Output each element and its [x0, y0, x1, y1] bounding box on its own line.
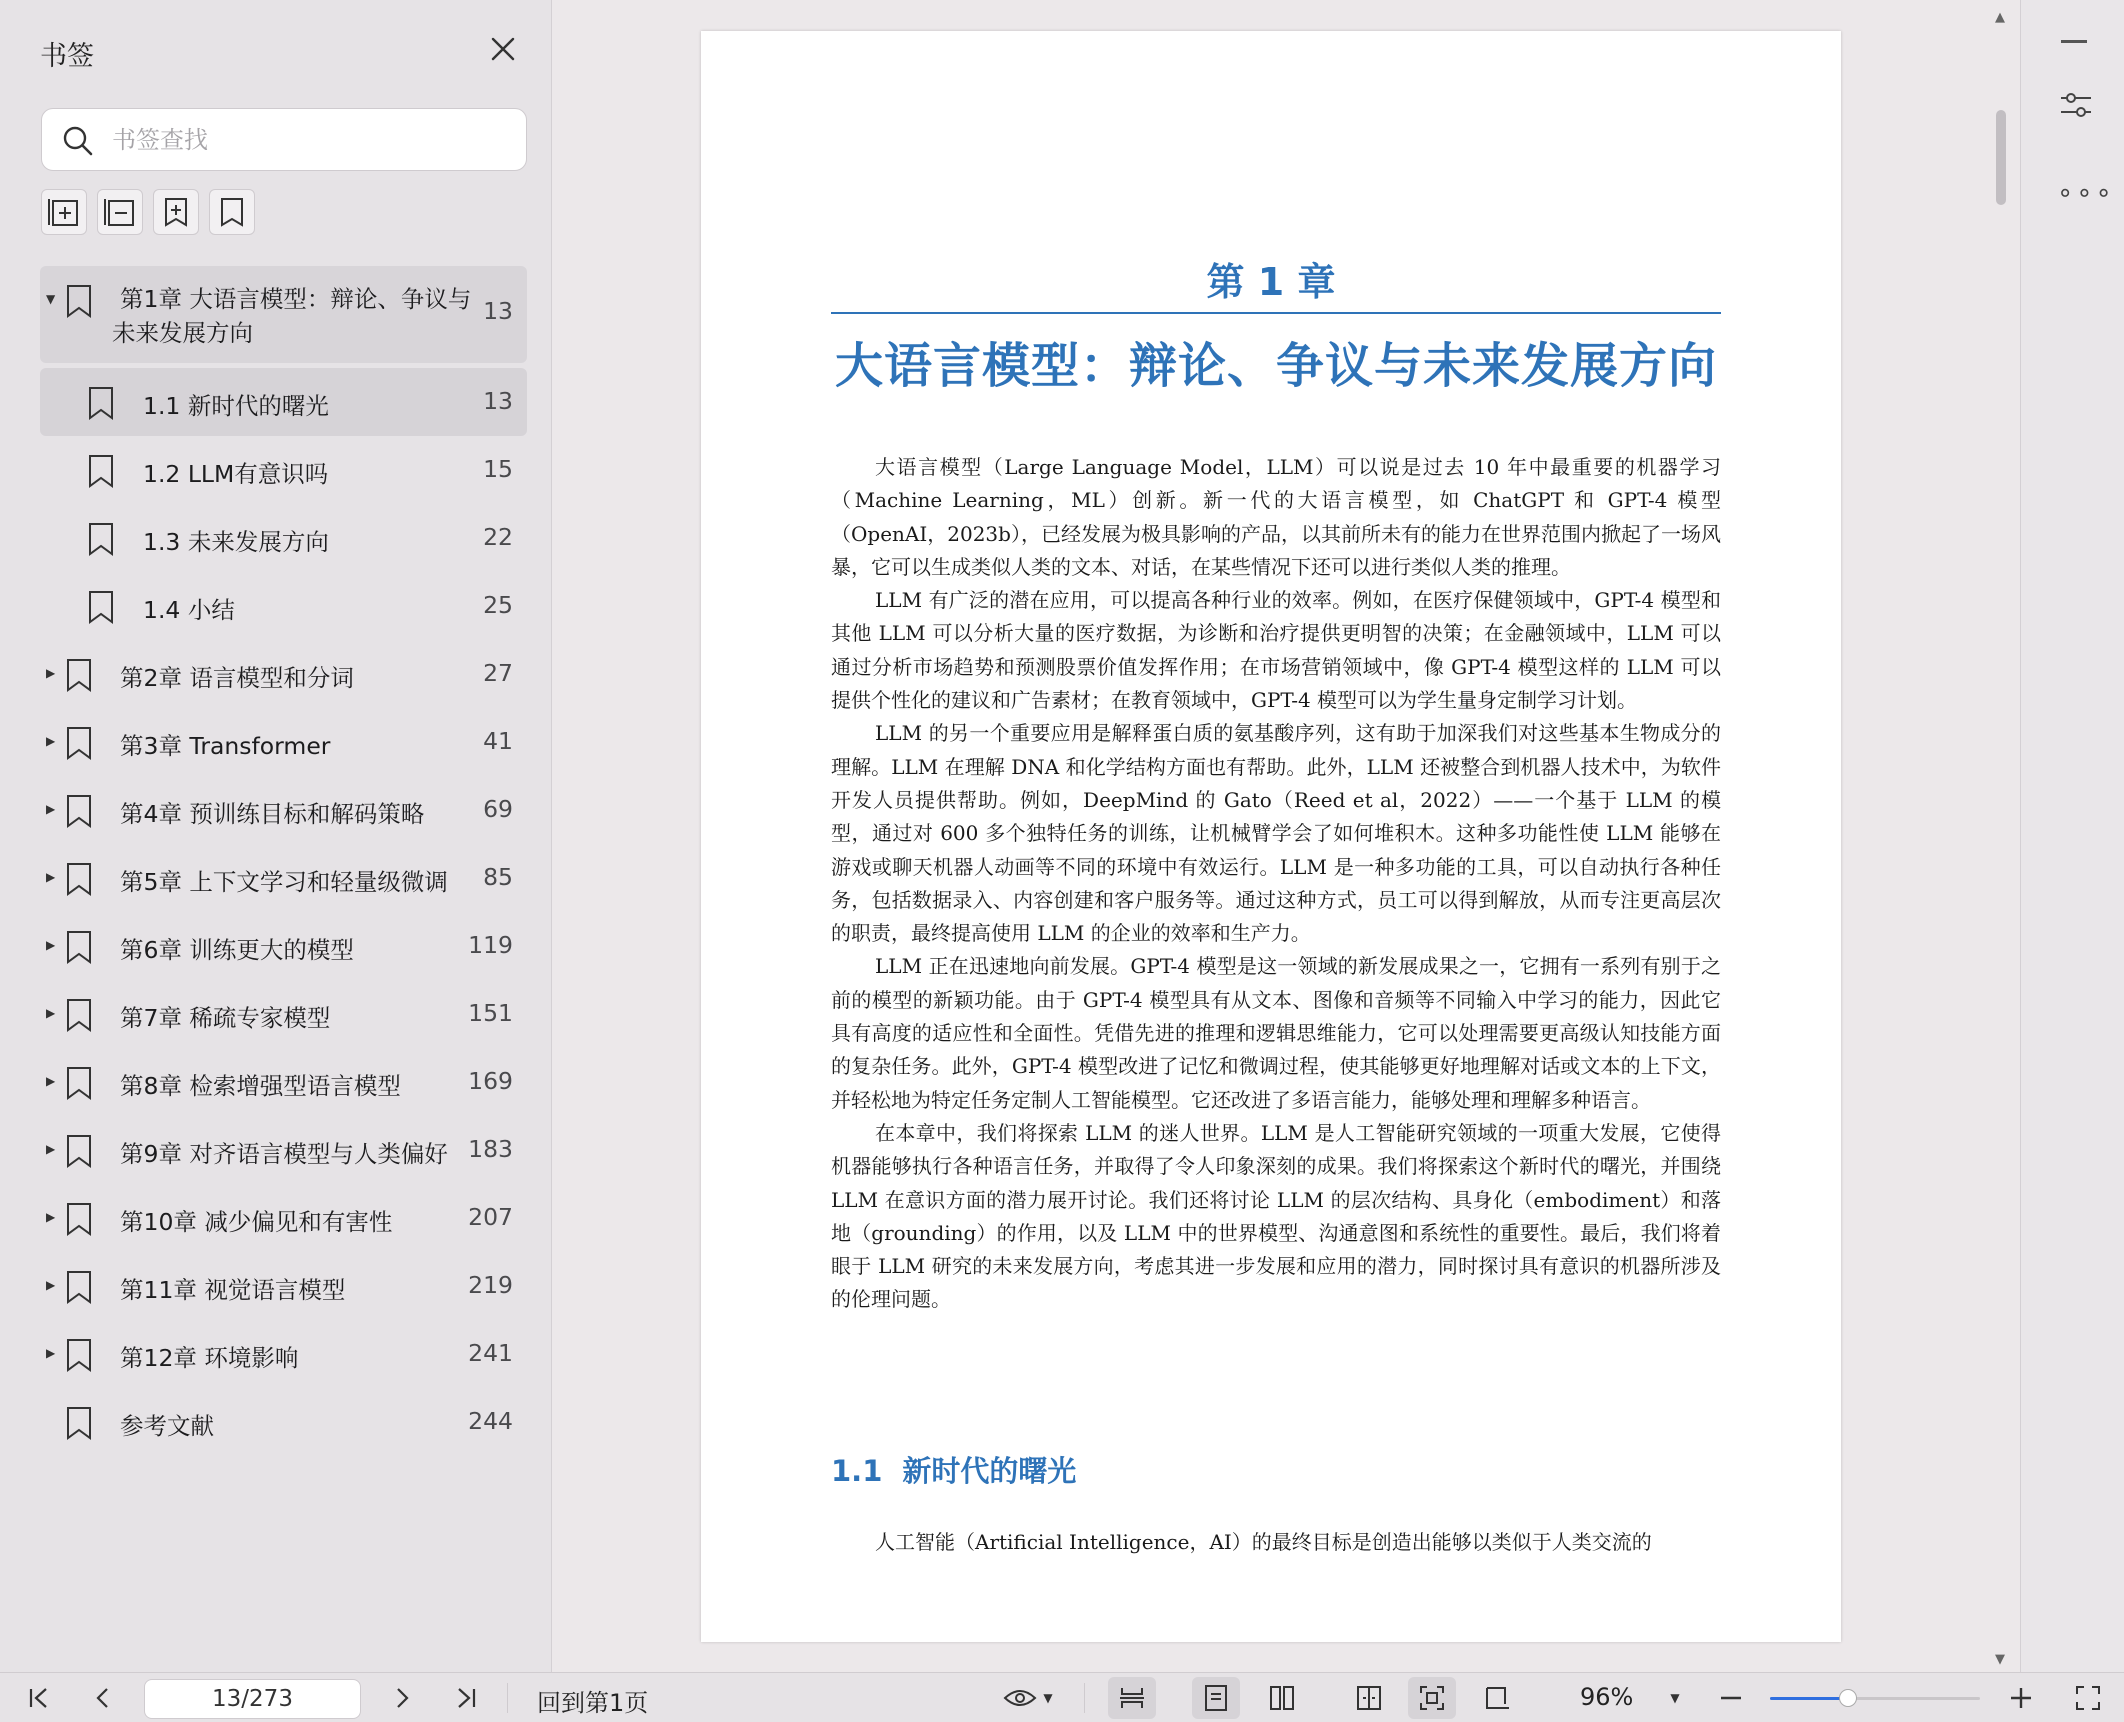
bookmark-chapter-9[interactable]: [40, 1116, 527, 1184]
expand-arrow-icon[interactable]: ▶: [46, 1346, 56, 1360]
rotate-button[interactable]: [1472, 1681, 1520, 1715]
bookmark-chapter-5[interactable]: [40, 844, 527, 912]
fullscreen-button[interactable]: [2068, 1681, 2108, 1715]
single-page-icon: [1203, 1684, 1229, 1712]
bookmark-page: 13: [483, 387, 513, 415]
bookmark-section-1-1[interactable]: [40, 368, 527, 436]
bookmark-flag-icon: [66, 658, 92, 692]
bookmark-references[interactable]: [40, 1388, 527, 1456]
bookmark-page: 119: [468, 931, 513, 959]
zoom-slider[interactable]: [1770, 1697, 1980, 1700]
two-page-button[interactable]: [1258, 1681, 1306, 1715]
bookmark-page: 241: [468, 1339, 513, 1367]
bookmark-page: 41: [483, 727, 513, 755]
section-title: 新时代的曙光: [902, 1454, 1077, 1488]
bookmark-page: 151: [468, 999, 513, 1027]
toolbar-divider: [507, 1683, 508, 1713]
section-number: 1.1: [831, 1454, 883, 1488]
bookmark-label: 第6章 训练更大的模型: [120, 936, 354, 964]
collapse-arrow-icon[interactable]: ▼: [46, 292, 56, 306]
bookmark-chapter-2[interactable]: [40, 640, 527, 708]
scroll-thumb[interactable]: [1996, 110, 2006, 205]
bookmark-label: 第11章 视觉语言模型: [120, 1276, 346, 1304]
bookmark-flag-icon: [66, 1134, 92, 1168]
bookmark-page: 25: [483, 591, 513, 619]
zoom-level: 96%: [1580, 1683, 1634, 1711]
bookmark-chapter-8[interactable]: [40, 1048, 527, 1116]
bookmark-label: 1.4 小结: [143, 596, 235, 624]
add-bookmark-icon: [159, 195, 193, 229]
right-rail: [2020, 0, 2124, 1672]
document-page: [701, 31, 1841, 1642]
bookmark-chapter-7[interactable]: [40, 980, 527, 1048]
bookmark-list: [0, 266, 552, 1456]
bookmark-label: 第1章 大语言模型：辩论、争议与 未来发展方向: [112, 285, 472, 347]
zoom-dropdown-button[interactable]: [1660, 1681, 1690, 1715]
bookmark-section-1-4[interactable]: [40, 572, 527, 640]
search-icon: [62, 125, 94, 157]
bookmark-label: 第7章 稀疏专家模型: [120, 1004, 331, 1032]
bookmark-label: 第8章 检索增强型语言模型: [120, 1072, 401, 1100]
chapter-divider: [831, 312, 1721, 314]
bookmark-flag-icon: [66, 930, 92, 964]
bookmark-page: 244: [468, 1407, 513, 1435]
expand-arrow-icon[interactable]: ▶: [46, 1142, 56, 1156]
bookmark-label: 1.1 新时代的曙光: [143, 392, 329, 420]
bookmark-flag-icon: [66, 284, 92, 318]
settings-sliders-icon[interactable]: [2059, 88, 2093, 122]
add-bookmark-button[interactable]: [153, 189, 199, 235]
rotate-icon: [1482, 1684, 1510, 1712]
bookmark-section-1-3[interactable]: [40, 504, 527, 572]
bookmark-flag-icon: [66, 1270, 92, 1304]
bookmark-chapter-4[interactable]: [40, 776, 527, 844]
plus-icon: [2008, 1685, 2034, 1711]
fit-width-button[interactable]: [1345, 1681, 1393, 1715]
bookmark-flag-icon: [88, 522, 114, 556]
chapter-number: 第 1 章: [1206, 260, 1336, 304]
bookmark-flag-icon: [66, 998, 92, 1032]
zoom-out-button[interactable]: [1714, 1681, 1748, 1715]
bookmark-page: 169: [468, 1067, 513, 1095]
minimize-icon[interactable]: [2061, 40, 2087, 43]
bookmark-chapter-6[interactable]: [40, 912, 527, 980]
expand-arrow-icon[interactable]: ▶: [46, 1074, 56, 1088]
two-page-icon: [1268, 1684, 1296, 1712]
bookmark-page: 22: [483, 523, 513, 551]
bookmark-page: 207: [468, 1203, 513, 1231]
sidebar-title: 书签: [40, 41, 94, 72]
bookmark-label: 参考文献: [120, 1412, 214, 1440]
expand-arrow-icon[interactable]: ▶: [46, 666, 56, 680]
bookmark-icon: [215, 195, 249, 229]
vertical-scrollbar[interactable]: [1992, 0, 2010, 1672]
expand-all-icon: [47, 195, 81, 229]
zoom-slider-fill: [1770, 1697, 1848, 1700]
bookmark-button[interactable]: [209, 189, 255, 235]
bookmark-chapter-3[interactable]: [40, 708, 527, 776]
bookmark-label: 第10章 减少偏见和有害性: [120, 1208, 393, 1236]
fullscreen-icon: [2074, 1684, 2102, 1712]
expand-arrow-icon[interactable]: ▶: [46, 938, 56, 952]
bookmark-label: 第9章 对齐语言模型与人类偏好: [120, 1140, 448, 1168]
bookmark-page: 85: [483, 863, 513, 891]
bookmark-page: 69: [483, 795, 513, 823]
fit-width-icon: [1355, 1684, 1383, 1712]
bookmark-label: 第12章 环境影响: [120, 1344, 299, 1372]
section-heading: [831, 1449, 1076, 1490]
bookmark-flag-icon: [66, 1066, 92, 1100]
paragraph: LLM 正在迅速地向前发展。GPT-4 模型是这一领域的新发展成果之一，它拥有一系列有别于之前的模型的新颖功能。由于 GPT-4 模型具有从文本、图像和音频等不同输入中学习的能力，因此它具有高度的适应性和全面性。凭借先进的推理和逻辑思维能力，它可以处理需要更高级认知技能方面的复杂任务。此外，GPT-4 模型改进了记忆和微调过程，使其能够更好地理解对话或文本的上下文，并轻松地为特定任务定制人工智能模型。它还改进了多语言能力，能够处理和理解多种语言。: [831, 954, 1721, 1112]
collapse-all-icon: [103, 195, 137, 229]
bookmark-search-box[interactable]: [41, 108, 527, 171]
fit-page-icon: [1418, 1684, 1446, 1712]
bookmark-flag-icon: [66, 726, 92, 760]
toolbar-divider: [1084, 1683, 1085, 1713]
scroll-down-icon[interactable]: ▼: [1995, 1652, 2005, 1667]
last-page-button[interactable]: [451, 1681, 481, 1715]
scroll-up-icon[interactable]: ▲: [1995, 10, 2005, 25]
bookmark-page: 183: [468, 1135, 513, 1163]
page-number-input[interactable]: [144, 1679, 361, 1719]
collapse-all-button[interactable]: [97, 189, 143, 235]
chevron-down-icon: ▼: [1043, 1691, 1053, 1705]
bookmark-flag-icon: [66, 1202, 92, 1236]
bookmark-chapter-11[interactable]: [40, 1252, 527, 1320]
bookmark-label: 第2章 语言模型和分词: [120, 664, 354, 692]
paragraph: LLM 的另一个重要应用是解释蛋白质的氨基酸序列，这有助于加深我们对这些基本生物成分的理解。LLM 在理解 DNA 和化学结构方面也有帮助。此外，LLM 还被整合到机器人技术中，为软件开发人员提供帮助。例如，DeepMind 的 Gato（Reed et al，2022）——一个基于 LLM 的模型，通过对 600 多个独特任务的训练，让机械臂学会了如何堆积木。这种多功能性使 LLM 能够在游戏或聊天机器人动画等不同的环境中有效运行。LLM 是一种多功能的工具，可以自动执行各种任务，包括数据录入、内容创建和客户服务等。通过这种方式，员工可以得到解放，从而专注更高层次的职责，最终提高使用 LLM 的企业的效率和生产力。: [831, 721, 1721, 946]
back-to-first-page-link[interactable]: 回到第1页: [537, 1689, 649, 1717]
bookmark-flag-icon: [88, 454, 114, 488]
bookmark-label: 第4章 预训练目标和解码策略: [120, 800, 425, 828]
expand-arrow-icon[interactable]: ▶: [46, 1210, 56, 1224]
bookmark-label: 第3章 Transformer: [120, 732, 331, 760]
paragraph: 大语言模型（Large Language Model，LLM）可以说是过去 10 年中最重要的机器学习（Machine Learning，ML）创新。新一代的大语言模型，如 ChatGPT 和 GPT-4 模型（OpenAI，2023b），已经发展为极具影响的产品，以其前所未有的能力在世界范围内掀起了一场风暴，它可以生成类似人类的文本、对话，在某些情况下还可以进行类似人类的推理。: [831, 455, 1721, 579]
bookmark-flag-icon: [88, 590, 114, 624]
continuous-scroll-button[interactable]: [1108, 1677, 1156, 1719]
chapter-body: [831, 451, 1721, 1317]
bookmark-page: 15: [483, 455, 513, 483]
next-page-button[interactable]: [387, 1681, 417, 1715]
bookmark-flag-icon: [66, 862, 92, 896]
first-page-button[interactable]: [24, 1681, 54, 1715]
expand-all-button[interactable]: [41, 189, 87, 235]
bookmark-page: 219: [468, 1271, 513, 1299]
bookmark-flag-icon: [66, 794, 92, 828]
expand-arrow-icon[interactable]: ▶: [46, 1278, 56, 1292]
zoom-in-button[interactable]: [2004, 1681, 2038, 1715]
bookmark-flag-icon: [66, 1406, 92, 1440]
bookmark-section-1-2[interactable]: [40, 436, 527, 504]
chevron-down-icon: ▼: [1670, 1691, 1680, 1705]
last-page-icon: [454, 1686, 478, 1710]
fit-page-button[interactable]: [1408, 1677, 1456, 1719]
continuous-scroll-icon: [1118, 1684, 1146, 1712]
paragraph: LLM 有广泛的潜在应用，可以提高各种行业的效率。例如，在医疗保健领域中，GPT-4 模型和其他 LLM 可以分析大量的医疗数据，为诊断和治疗提供更明智的决策；在金融领域中，LLM 可以通过分析市场趋势和预测股票价值发挥作用；在市场营销领域中，像 GPT-4 模型这样的 LLM 可以提供个性化的建议和广告素材；在教育领域中，GPT-4 模型可以为学生量身定制学习计划。: [831, 588, 1721, 713]
expand-arrow-icon[interactable]: ▶: [46, 734, 56, 748]
bookmark-label: 第5章 上下文学习和轻量级微调: [120, 868, 448, 896]
bookmark-chapter-12[interactable]: [40, 1320, 527, 1388]
bookmark-sidebar: [0, 0, 552, 1672]
paragraph: 在本章中，我们将探索 LLM 的迷人世界。LLM 是人工智能研究领域的一项重大发展，它使得机器能够执行各种语言任务，并取得了令人印象深刻的成果。我们将探索这个新时代的曙光，并围绕 LLM 在意识方面的潜力展开讨论。我们还将讨论 LLM 的层次结构、具身化（embodiment）和落地（grounding）的作用，以及 LLM 中的世界模型、沟通意图和系统性的重要性。最后，我们将着眼于 LLM 研究的未来发展方向，考虑其进一步发展和应用的潜力，同时探讨具有意识的机器所涉及的伦理问题。: [831, 1120, 1721, 1312]
bookmark-flag-icon: [88, 386, 114, 420]
paragraph: 人工智能（Artificial Intelligence，AI）的最终目标是创造出能够以类似于人类交流的: [875, 1530, 1652, 1554]
view-mode-dropdown[interactable]: [998, 1681, 1058, 1715]
chevron-right-icon: [390, 1686, 414, 1710]
chapter-title: 大语言模型：辩论、争议与未来发展方向: [834, 338, 1717, 394]
minus-icon: [1718, 1685, 1744, 1711]
single-page-button[interactable]: [1192, 1677, 1240, 1719]
bottom-toolbar: [0, 1672, 2124, 1722]
first-page-icon: [27, 1686, 51, 1710]
bookmark-page: 27: [483, 659, 513, 687]
bookmark-label: 1.3 未来发展方向: [143, 528, 329, 556]
bookmark-flag-icon: [66, 1338, 92, 1372]
bookmark-chapter-1[interactable]: [40, 266, 527, 363]
bookmark-label: 1.2 LLM有意识吗: [143, 460, 329, 488]
expand-arrow-icon[interactable]: ▶: [46, 802, 56, 816]
more-options-icon[interactable]: ∘∘∘: [2057, 178, 2115, 208]
close-icon[interactable]: [488, 34, 518, 64]
chevron-left-icon: [91, 1686, 115, 1710]
expand-arrow-icon[interactable]: ▶: [46, 1006, 56, 1020]
eye-icon: [1003, 1686, 1037, 1710]
prev-page-button[interactable]: [88, 1681, 118, 1715]
zoom-slider-knob[interactable]: [1839, 1689, 1857, 1707]
bookmark-page: 13: [483, 297, 513, 325]
bookmark-toolbar: [41, 189, 255, 235]
bookmark-chapter-10[interactable]: [40, 1184, 527, 1252]
bookmark-search-input[interactable]: [112, 119, 512, 161]
expand-arrow-icon[interactable]: ▶: [46, 870, 56, 884]
